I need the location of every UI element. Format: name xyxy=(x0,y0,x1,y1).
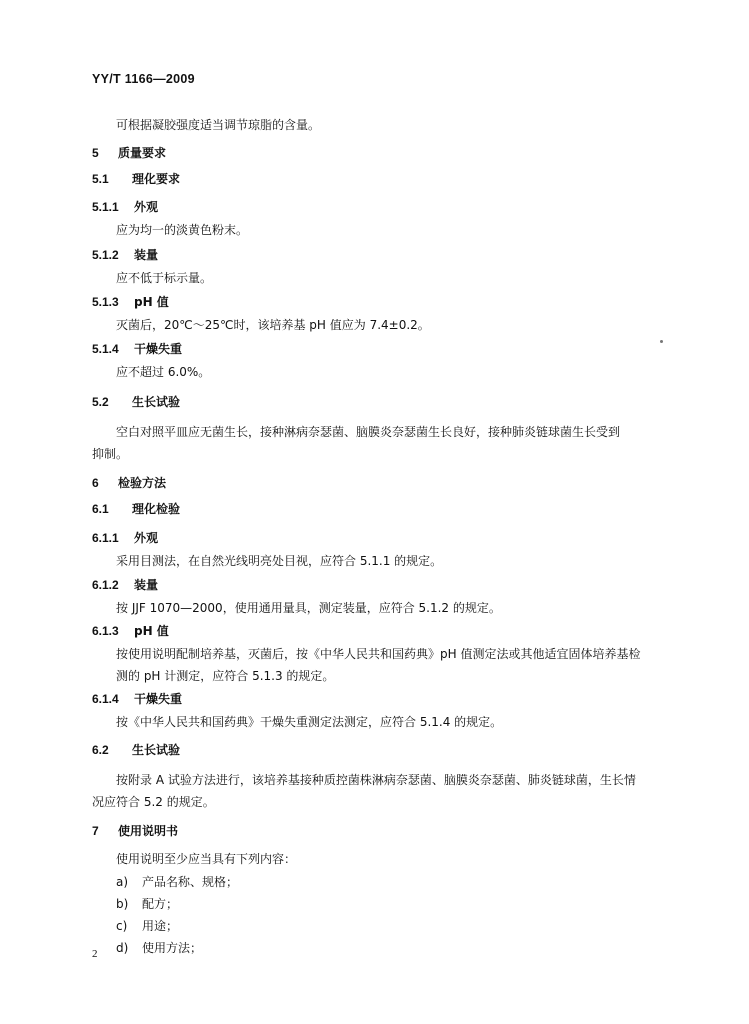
heading-5-1 xyxy=(92,170,180,187)
text-5-1-2: 应不低于标示量。 xyxy=(116,271,213,285)
heading-6-2-number: 6.2 xyxy=(92,743,109,757)
text-6-1-3-line2: 测的 pH 计测定，应符合 5.1.3 的规定。 xyxy=(116,669,335,683)
heading-6-title: 检验方法 xyxy=(118,476,167,490)
heading-5-1-title: 理化要求 xyxy=(132,172,181,186)
text-5-2-line2: 抑制。 xyxy=(92,447,129,461)
page-number: 2 xyxy=(92,948,98,960)
list-item-mark: d) xyxy=(116,941,129,955)
list-item-text: 配方； xyxy=(142,897,179,911)
heading-7-title: 使用说明书 xyxy=(118,824,179,838)
heading-6-1-4-title: 干燥失重 xyxy=(134,692,183,706)
heading-5-1-4-number: 5.1.4 xyxy=(92,342,119,356)
text-5-1-1: 应为均一的淡黄色粉末。 xyxy=(116,223,249,237)
heading-5-1-4 xyxy=(92,340,182,357)
heading-7 xyxy=(92,822,178,839)
heading-6-1-2 xyxy=(92,576,158,593)
heading-5 xyxy=(92,144,166,161)
list-item-text: 产品名称、规格； xyxy=(142,875,239,889)
list-item-text: 使用方法； xyxy=(142,941,203,955)
heading-5-1-2-number: 5.1.2 xyxy=(92,248,119,262)
list-item xyxy=(116,939,202,956)
heading-5-1-number: 5.1 xyxy=(92,172,109,186)
scan-speck xyxy=(660,340,663,343)
intro-text: 可根据凝胶强度适当调节琼脂的含量。 xyxy=(116,118,321,132)
heading-5-title: 质量要求 xyxy=(118,146,167,160)
heading-5-1-2-title: 装量 xyxy=(134,248,159,262)
heading-6-2 xyxy=(92,741,180,758)
text-5-1-3: 灭菌后，20℃～25℃时，该培养基 pH 值应为 7.4±0.2。 xyxy=(116,318,430,332)
heading-5-2-title: 生长试验 xyxy=(132,395,181,409)
text-6-2-line2: 况应符合 5.2 的规定。 xyxy=(92,795,215,809)
heading-6-1-number: 6.1 xyxy=(92,502,109,516)
heading-6-number: 6 xyxy=(92,476,99,490)
heading-6-2-title: 生长试验 xyxy=(132,743,181,757)
heading-5-2-number: 5.2 xyxy=(92,395,109,409)
heading-6-1-2-number: 6.1.2 xyxy=(92,578,119,592)
heading-6 xyxy=(92,474,166,491)
heading-6-1-4 xyxy=(92,690,182,707)
heading-5-1-1-title: 外观 xyxy=(134,200,159,214)
heading-6-1-2-title: 装量 xyxy=(134,578,159,592)
heading-5-1-3-number: 5.1.3 xyxy=(92,295,119,309)
heading-6-1-1-number: 6.1.1 xyxy=(92,531,119,545)
text-7: 使用说明至少应当具有下列内容： xyxy=(116,852,297,866)
heading-5-1-3 xyxy=(92,293,169,310)
list-item-text: 用途； xyxy=(142,919,179,933)
list-item-mark: c) xyxy=(116,919,128,933)
heading-6-1-3 xyxy=(92,622,169,639)
heading-5-1-1-number: 5.1.1 xyxy=(92,200,119,214)
standard-code: YY/T 1166—2009 xyxy=(92,72,195,86)
list-item-mark: b) xyxy=(116,897,129,911)
heading-6-1-title: 理化检验 xyxy=(132,502,181,516)
text-5-2-line1: 空白对照平皿应无菌生长，接种淋病奈瑟菌、脑膜炎奈瑟菌生长良好，接种肺炎链球菌生长受到 xyxy=(116,425,621,439)
text-6-1-2: 按 JJF 1070—2000，使用通用量具，测定装量，应符合 5.1.2 的规定。 xyxy=(116,601,501,615)
heading-5-1-2 xyxy=(92,246,158,263)
text-6-1-4: 按《中华人民共和国药典》干燥失重测定法测定，应符合 5.1.4 的规定。 xyxy=(116,715,503,729)
list-item-mark: a) xyxy=(116,875,129,889)
heading-7-number: 7 xyxy=(92,824,99,838)
heading-5-1-1 xyxy=(92,198,158,215)
heading-6-1-4-number: 6.1.4 xyxy=(92,692,119,706)
text-6-1-1: 采用目测法，在自然光线明亮处目视，应符合 5.1.1 的规定。 xyxy=(116,554,443,568)
heading-5-1-4-title: 干燥失重 xyxy=(134,342,183,356)
heading-6-1-1-title: 外观 xyxy=(134,531,159,545)
text-6-1-3-line1: 按使用说明配制培养基，灭菌后，按《中华人民共和国药典》pH 值测定法或其他适宜固体培养基检 xyxy=(116,647,641,661)
heading-5-number: 5 xyxy=(92,146,99,160)
heading-5-1-3-title: pH 值 xyxy=(134,295,169,309)
heading-6-1-3-number: 6.1.3 xyxy=(92,624,119,638)
heading-6-1-1 xyxy=(92,529,158,546)
heading-6-1 xyxy=(92,500,180,517)
list-item xyxy=(116,917,178,934)
text-5-1-4: 应不超过 6.0%。 xyxy=(116,365,211,379)
text-6-2-line1: 按附录 A 试验方法进行，该培养基接种质控菌株淋病奈瑟菌、脑膜炎奈瑟菌、肺炎链球菌，生长情 xyxy=(116,773,636,787)
list-item xyxy=(116,873,238,890)
heading-6-1-3-title: pH 值 xyxy=(134,624,169,638)
heading-5-2 xyxy=(92,393,180,410)
list-item xyxy=(116,895,178,912)
